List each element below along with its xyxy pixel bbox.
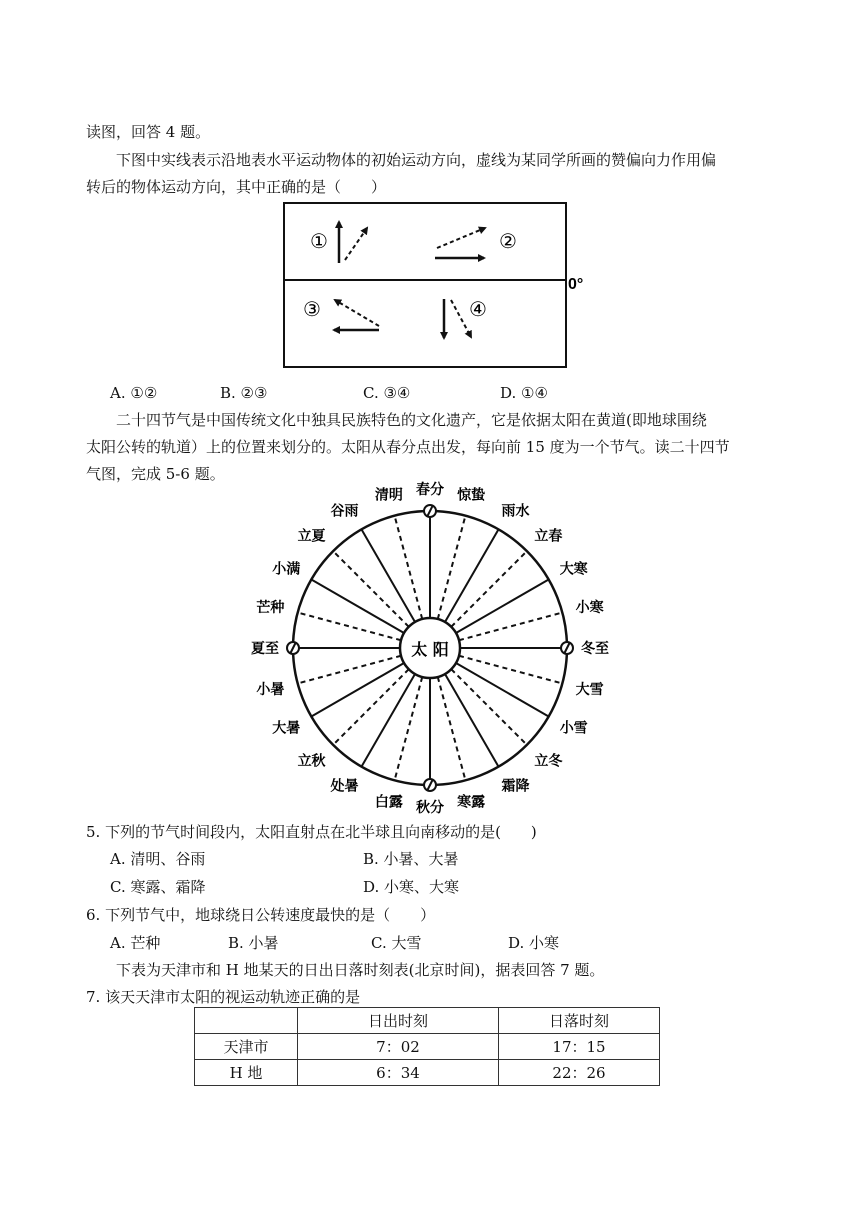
solar-term-label: 谷雨 [330,503,359,520]
terms-intro-line2: 太阳公转的轨道）上的位置来划分的。太阳从春分点出发，每向前 15 度为一个节气。读二十四节 [86,438,730,456]
solar-term-label: 小暑 [256,682,285,699]
table-header-cell [195,1008,298,1034]
q4-stem-line1: 下图中实线表示沿地表水平运动物体的初始运动方向，虚线为某同学所画的赞偏向力作用偏 [116,151,717,169]
solar-term-spoke [456,580,549,634]
solar-term-spoke [456,663,549,717]
solar-term-spoke [459,656,562,684]
solar-term-spoke [333,551,409,627]
q6-option-c: C. 大雪 [371,934,422,952]
solar-term-label: 寒露 [457,794,486,811]
figure-label-1: ① [310,229,328,253]
solar-term-spoke [395,677,423,780]
solar-term-spoke [451,669,527,745]
q5-option-b: B. 小暑、大暑 [363,850,459,868]
solar-term-label: 小寒 [575,599,604,616]
table-cell: 天津市 [195,1034,298,1060]
solar-term-label: 白露 [374,794,403,811]
solar-term-spoke [438,516,466,619]
table-row [195,1034,660,1060]
table-cell: 6：34 [298,1060,499,1086]
table-cell: H 地 [195,1060,298,1086]
solar-term-label: 立夏 [297,528,326,545]
solar-term-label: 夏至 [251,641,279,657]
arrow-2-deflected [437,228,485,248]
terms-intro-line3: 气图，完成 5-6 题。 [86,465,225,483]
arrow-4-deflected [451,300,471,337]
q4-option-b: B. ②③ [220,384,268,402]
table-cell: 7：02 [298,1034,499,1060]
solar-term-spoke [333,669,409,745]
table-cell: 22：26 [499,1060,660,1086]
solar-term-label: 芒种 [256,599,285,616]
solar-term-spoke [445,674,499,767]
q6-option-a: A. 芒种 [110,934,161,952]
solar-term-spoke [445,529,499,622]
q4-option-d: D. ①④ [500,384,548,402]
solar-term-spoke [298,656,401,684]
arrow-1-deflected [345,228,367,260]
solar-terms-diagram [230,470,630,815]
figure-label-3: ③ [303,297,321,321]
q6-stem: 6. 下列节气中，地球绕日公转速度最快的是（ ） [86,906,436,924]
solar-term-label: 大暑 [272,720,301,737]
table-header-row [195,1008,660,1034]
solar-term-label: 霜降 [501,778,530,795]
equator-label: 0° [568,276,584,293]
table-header-cell: 日落时刻 [499,1008,660,1034]
solar-term-label: 秋分 [416,800,444,815]
solar-term-spoke [311,580,404,634]
solar-term-spoke [311,663,404,717]
solar-term-spoke [459,613,562,641]
q5-option-c: C. 寒露、霜降 [110,878,206,896]
table-intro: 下表为天津市和 H 地某天的日出日落时刻表(北京时间)，据表回答 7 题。 [116,961,605,979]
figure-label-2: ② [499,229,517,253]
figure-label-4: ④ [469,297,487,321]
figure-frame [284,203,566,367]
solar-term-label: 清明 [374,487,403,504]
q7-stem: 7. 该天天津市太阳的视运动轨迹正确的是 [86,988,361,1006]
q5-stem: 5. 下列的节气时间段内，太阳直射点在北半球且向南移动的是( ) [86,823,537,841]
intro-text: 读图，回答 4 题。 [86,123,211,141]
solar-term-spoke [451,551,527,627]
solar-term-label: 立春 [534,528,563,545]
solar-term-label: 春分 [416,482,444,498]
solar-term-spoke [395,516,423,619]
q5-option-d: D. 小寒、大寒 [363,878,460,896]
q5-option-a: A. 清明、谷雨 [110,850,206,868]
solar-term-label: 处暑 [330,778,359,795]
solar-term-label: 立冬 [534,753,563,770]
q6-option-b: B. 小暑 [228,934,279,952]
sun-label: 太 阳 [411,640,449,659]
solar-term-label: 小满 [272,561,301,578]
q4-option-c: C. ③④ [363,384,411,402]
q6-option-d: D. 小寒 [508,934,560,952]
solar-term-label: 大寒 [559,561,588,578]
table-header-cell: 日出时刻 [298,1008,499,1034]
solar-term-label: 立秋 [297,753,326,770]
terms-intro-line1: 二十四节气是中国传统文化中独具民族特色的文化遗产，它是依据太阳在黄道(即地球围绕 [116,411,707,429]
table-cell: 17：15 [499,1034,660,1060]
arrow-3-deflected [335,300,379,326]
solar-term-spoke [298,613,401,641]
solar-term-spoke [438,677,466,780]
table-row [195,1060,660,1086]
solar-term-label: 大雪 [575,682,604,699]
q4-stem-line2: 转后的物体运动方向，其中正确的是（ ） [86,178,387,196]
solar-term-spoke [362,529,416,622]
solar-term-spoke [362,674,416,767]
q4-option-a: A. ①② [110,384,158,402]
coriolis-figure [283,200,603,372]
sunrise-sunset-table [194,1007,660,1086]
solar-term-label: 雨水 [501,503,530,520]
solar-term-label: 小雪 [559,720,588,737]
solar-term-label: 冬至 [581,641,609,657]
solar-term-label: 惊蛰 [457,487,486,504]
